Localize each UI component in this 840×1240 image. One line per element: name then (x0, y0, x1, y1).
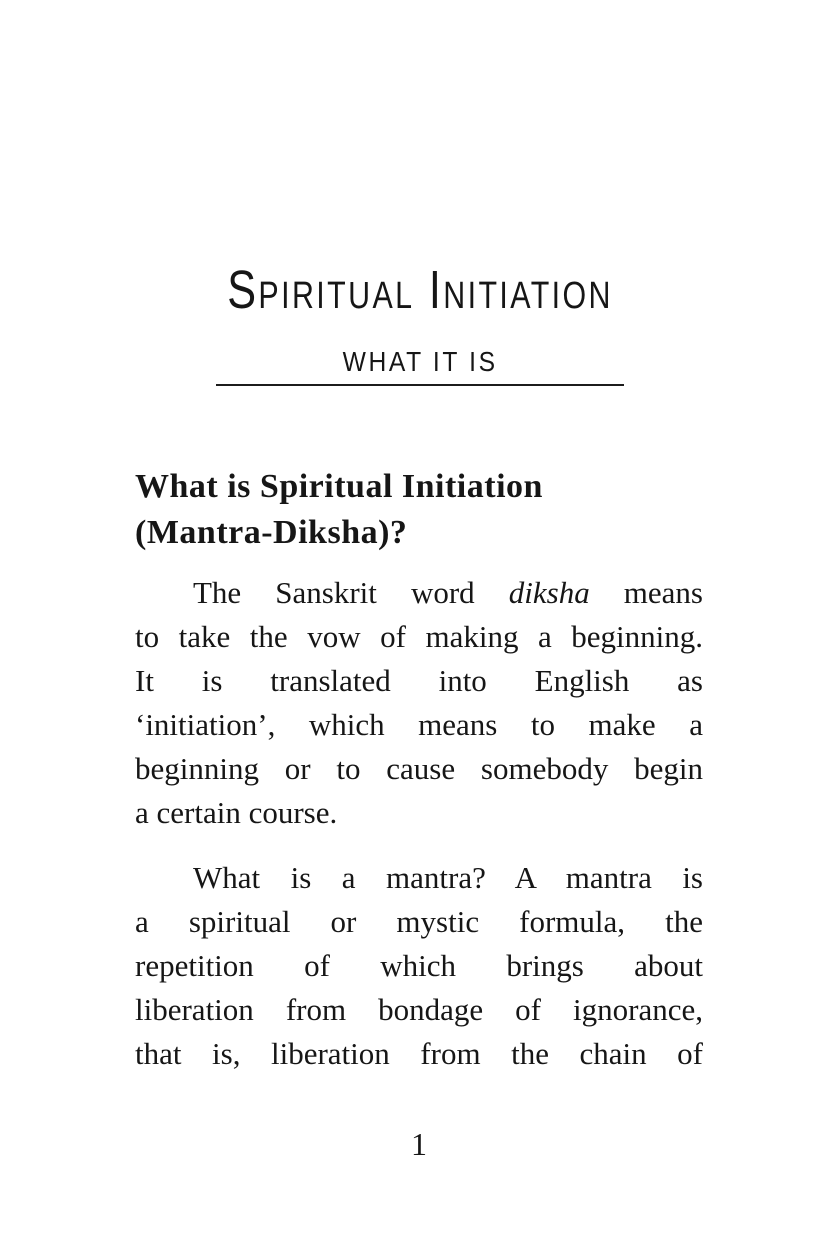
chapter-subtitle (0, 348, 840, 376)
text-segment: ‘initiation’, which means to make a (135, 707, 703, 742)
text-segment: beginning or to cause somebody begin (135, 751, 703, 786)
text-segment: means (589, 575, 703, 610)
section-heading (135, 464, 703, 556)
text-segment: What is a mantra? A mantra is (193, 860, 703, 895)
text-line (135, 571, 703, 615)
text-line (135, 659, 703, 703)
chapter-title (0, 260, 840, 320)
text-line (135, 615, 703, 659)
text-segment: It is translated into English as (135, 663, 703, 698)
text-segment: repetition of which brings about (135, 948, 703, 983)
text-line (135, 791, 703, 835)
paragraph (135, 856, 703, 1076)
section-heading-line: (Mantra-Diksha)? (135, 514, 408, 551)
chapter-title-text: Spiritual Initiation (227, 260, 613, 320)
chapter-subtitle-text: WHAT IT IS (342, 346, 498, 377)
section-heading-line: What is Spiritual Initiation (135, 468, 543, 505)
text-segment: that is, liberation from the chain of (135, 1036, 703, 1071)
page-number: 1 (411, 1126, 427, 1162)
text-segment: a spiritual or mystic formula, the (135, 904, 703, 939)
text-line (135, 988, 703, 1032)
text-line (135, 856, 703, 900)
text-segment: to take the vow of making a beginning. (135, 619, 703, 654)
text-line (135, 900, 703, 944)
text-segment: a certain course. (135, 795, 338, 830)
text-line (135, 1032, 703, 1076)
italic-term: diksha (508, 575, 590, 610)
text-line (135, 703, 703, 747)
text-segment: The Sanskrit word (193, 575, 509, 610)
text-line (135, 747, 703, 791)
paragraph (135, 571, 703, 835)
text-segment: liberation from bondage of ignorance, (135, 992, 703, 1027)
masthead-divider-rule (216, 384, 624, 386)
text-line (135, 944, 703, 988)
body-text (135, 571, 703, 1076)
